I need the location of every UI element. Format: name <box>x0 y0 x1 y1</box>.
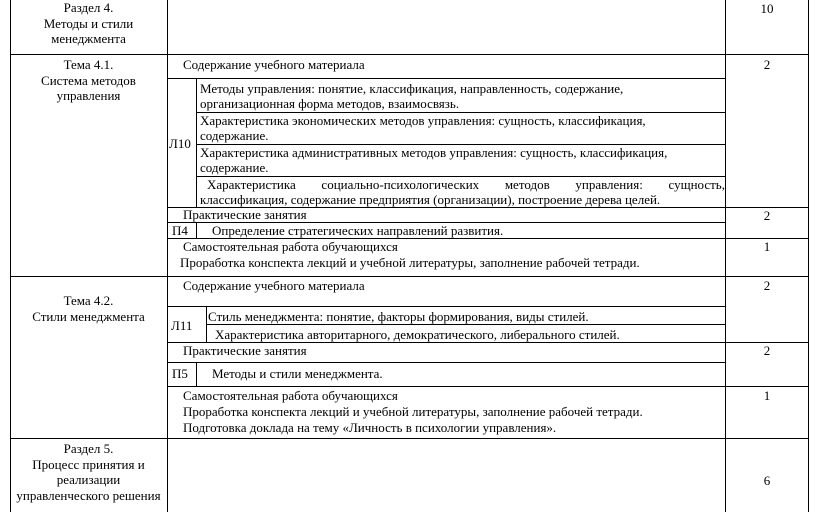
topic41-selfwork-item-1: Проработка конспекта лекций и учебной литературы, заполнение рабочей тетради. <box>180 255 640 270</box>
topic42-selfwork-header: Самостоятельная работа обучающихся <box>183 388 398 403</box>
cell-divider <box>167 362 726 363</box>
topic42-content-hours: 2 <box>763 278 771 293</box>
section5-hours: 6 <box>763 473 771 488</box>
topic41-title-line3: управления <box>56 88 121 103</box>
cell-divider <box>196 78 197 207</box>
topic41-practice-code: П4 <box>172 223 188 238</box>
topic42-selfwork-item-2: Подготовка доклада на тему «Личность в психологии управления». <box>183 420 557 435</box>
topic42-practice-code: П5 <box>172 366 188 381</box>
topic41-practice-hours: 2 <box>763 208 771 223</box>
section4-title-line2: Методы и стили <box>43 15 134 31</box>
section5-title-line2: Процесс принятия и <box>32 456 145 472</box>
cell-divider <box>167 78 726 79</box>
row-divider <box>10 276 809 277</box>
topic42-title-line1: Тема 4.2. <box>63 293 114 308</box>
table-col-divider <box>725 0 726 512</box>
cell-divider <box>196 222 197 239</box>
topic42-practice-header: Практические занятия <box>183 343 307 358</box>
topic41-lecture-item-2-line1: Характеристика экономических методов управления: сущность, классификация, <box>200 113 646 128</box>
topic41-selfwork-hours: 1 <box>763 239 771 254</box>
topic41-content-hours: 2 <box>763 57 771 72</box>
topic41-lecture-item-3-line2: содержание. <box>200 160 269 175</box>
table-col-divider <box>167 0 168 512</box>
topic41-lecture-item-4-line1: Характеристика социально-психологических методов управления: сущность, <box>207 177 725 192</box>
section4-title-line1: Раздел 4. <box>63 0 114 15</box>
topic41-practice-header: Практические занятия <box>183 207 307 222</box>
topic41-lecture-item-1-line1: Методы управления: понятие, классификация, направленность, содержание, <box>200 81 624 96</box>
topic42-lecture-code: Л11 <box>171 318 193 333</box>
topic41-content-header: Содержание учебного материала <box>183 57 365 72</box>
topic42-content-header: Содержание учебного материала <box>183 278 365 293</box>
section5-title-line4: управленческого решения <box>16 487 161 503</box>
topic42-selfwork-item-1: Проработка конспекта лекций и учебной литературы, заполнение рабочей тетради. <box>183 404 643 419</box>
section5-title-line1: Раздел 5. <box>63 441 114 456</box>
cell-divider <box>167 306 726 307</box>
row-divider <box>10 54 809 55</box>
topic42-practice-hours: 2 <box>763 343 771 358</box>
section4-title-line3: менеджмента <box>51 31 126 46</box>
topic41-title-line2: Система методов <box>41 72 136 88</box>
row-divider <box>10 438 809 439</box>
topic41-lecture-code: Л10 <box>169 136 191 151</box>
topic42-lecture-item-1: Стиль менеджмента: понятие, факторы формирования, виды стилей. <box>208 309 589 324</box>
cell-divider <box>196 362 197 386</box>
topic42-selfwork-hours: 1 <box>763 388 771 403</box>
topic41-selfwork-header: Самостоятельная работа обучающихся <box>183 239 398 254</box>
cell-divider <box>167 386 809 387</box>
topic41-lecture-item-4-line2: классификация, содержание предприятия (организации), построение дерева целей. <box>200 192 661 207</box>
table-border-right <box>808 0 809 512</box>
topic41-lecture-item-1-line2: организационная форма методов, взаимосвязь. <box>200 96 460 111</box>
topic41-lecture-item-3-line1: Характеристика административных методов управления: сущность, классификация, <box>200 145 668 160</box>
topic42-practice-item: Методы и стили менеджмента. <box>212 366 383 381</box>
topic42-title-line2: Стили менеджмента <box>32 308 145 324</box>
section4-hours: 10 <box>760 1 774 16</box>
section5-title-line3: реализации <box>56 472 121 487</box>
topic41-title-line1: Тема 4.1. <box>63 57 114 72</box>
topic41-lecture-item-2-line2: содержание. <box>200 128 269 143</box>
topic41-practice-item: Определение стратегических направлений развития. <box>212 223 504 238</box>
topic42-lecture-item-2: Характеристика авторитарного, демократического, либерального стилей. <box>215 327 620 342</box>
